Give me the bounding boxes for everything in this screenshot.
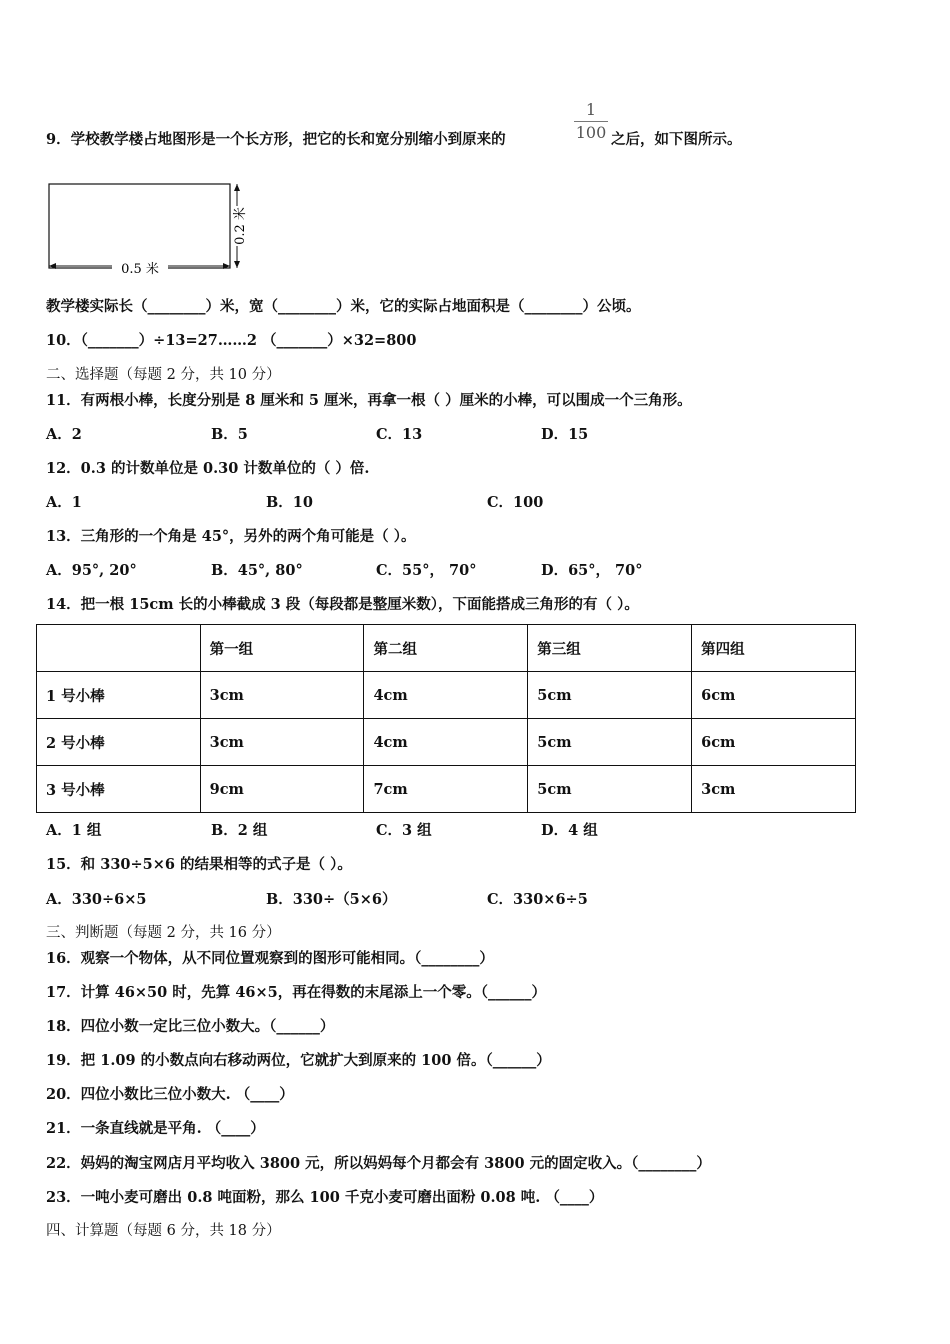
q12-option-b[interactable]: B．10 [266,494,313,511]
q11-option-b[interactable]: B．5 [211,426,248,443]
table-header-cell [37,625,201,672]
table-cell: 5cm [528,672,692,719]
table-cell: 3cm [200,719,364,766]
q9-text-before: 9．学校教学楼占地图形是一个长方形，把它的长和宽分别缩小到原来的 [46,131,506,148]
q14-text: 14．把一根 15cm 长的小棒截成 3 段（每段都是整厘米数），下面能搭成三角形的有（ ）。 [46,596,639,613]
table-cell: 4cm [364,672,528,719]
table-cell: 6cm [692,719,856,766]
table-cell: 9cm [200,766,364,813]
q15-option-c[interactable]: C．330×6÷5 [487,891,588,908]
height-label: 0.2 米 [233,207,248,245]
q9-stem [46,128,506,149]
q14-option-b[interactable]: B．2 组 [211,822,268,839]
q12-option-c[interactable]: C．100 [487,494,544,511]
q12-text: 12．0.3 的计数单位是 0.30 计数单位的（ ）倍. [46,460,370,477]
section-2-heading: 二、选择题（每题 2 分，共 10 分） [46,367,281,383]
table-header-cell: 第一组 [200,625,364,672]
judge-item: 22．妈妈的淘宝网店月平均收入 3800 元，所以妈妈每个月都会有 3800 元的固定收入。（________） [46,1155,711,1172]
judge-item: 21．一条直线就是平角. （____） [46,1120,265,1137]
q11-text: 11．有两根小棒，长度分别是 8 厘米和 5 厘米，再拿一根（ ）厘米的小棒，可以围成一个三角形。 [46,392,692,409]
q15-option-b[interactable]: B．330÷（5×6） [266,891,397,908]
table-cell: 4cm [364,719,528,766]
q15-option-a[interactable]: A．330÷6×5 [46,891,147,908]
fraction-bar [574,121,608,122]
q11-option-a[interactable]: A．2 [46,426,82,443]
q10-text: 10．（_______）÷13=27……2 （_______）×32=800 [46,332,417,349]
table-header-row [37,625,856,672]
q9-answer-line: 教学楼实际长（________）米，宽（________）米，它的实际占地面积是（________）公顷。 [46,298,641,315]
table-row [37,719,856,766]
q13-option-c[interactable]: C．55°， 70° [376,562,477,579]
q14-option-c[interactable]: C．3 组 [376,822,432,839]
q9-text-after: 之后，如下图所示。 [611,131,742,148]
width-label: 0.5 米 [121,262,159,277]
fraction-one-hundredth [574,100,608,143]
q15-text: 15．和 330÷5×6 的结果相等的式子是（ ）。 [46,856,352,873]
table-cell: 3cm [200,672,364,719]
judge-item: 23．一吨小麦可磨出 0.8 吨面粉，那么 100 千克小麦可磨出面粉 0.08 吨. （____） [46,1189,604,1206]
judge-item: 20．四位小数比三位小数大. （____） [46,1086,294,1103]
table-header-cell: 第四组 [692,625,856,672]
stick-groups-table [36,624,856,813]
table-header-cell: 第二组 [364,625,528,672]
q13-option-b[interactable]: B．45°, 80° [211,562,303,579]
q12-option-a[interactable]: A．1 [46,494,82,511]
judge-item: 17．计算 46×50 时，先算 46×5，再在得数的末尾添上一个零。（______） [46,984,546,1001]
height-arrow-bottom [234,261,240,268]
table-cell: 1 号小棒 [37,672,201,719]
q13-text: 13．三角形的一个角是 45°，另外的两个角可能是（ ）。 [46,528,416,545]
table-cell: 5cm [528,719,692,766]
fraction-numerator: 1 [585,100,597,119]
fraction-denominator: 100 [575,123,607,142]
q13-option-a[interactable]: A．95°, 20° [46,562,137,579]
table-header-cell: 第三组 [528,625,692,672]
judge-item: 16．观察一个物体，从不同位置观察到的图形可能相同。（________） [46,950,494,967]
q14-option-a[interactable]: A．1 组 [46,822,102,839]
q14-option-d[interactable]: D．4 组 [541,822,598,839]
q13-option-d[interactable]: D．65°， 70° [541,562,643,579]
section-4-heading: 四、计算题（每题 6 分，共 18 分） [46,1223,281,1239]
table-cell: 5cm [528,766,692,813]
table-row [37,766,856,813]
table-row [37,672,856,719]
table-cell: 2 号小棒 [37,719,201,766]
q11-option-c[interactable]: C．13 [376,426,423,443]
judge-item: 19．把 1.09 的小数点向右移动两位，它就扩大到原来的 100 倍。（______） [46,1052,551,1069]
rectangle-shape [49,184,230,268]
judge-item: 18．四位小数一定比三位小数大。（______） [46,1018,335,1035]
q11-option-d[interactable]: D．15 [541,426,589,443]
rectangle-figure [40,176,260,280]
table-cell: 6cm [692,672,856,719]
table-cell: 3cm [692,766,856,813]
table-cell: 7cm [364,766,528,813]
height-arrow-top [234,184,240,191]
table-cell: 3 号小棒 [37,766,201,813]
section-3-heading: 三、判断题（每题 2 分，共 16 分） [46,925,281,941]
